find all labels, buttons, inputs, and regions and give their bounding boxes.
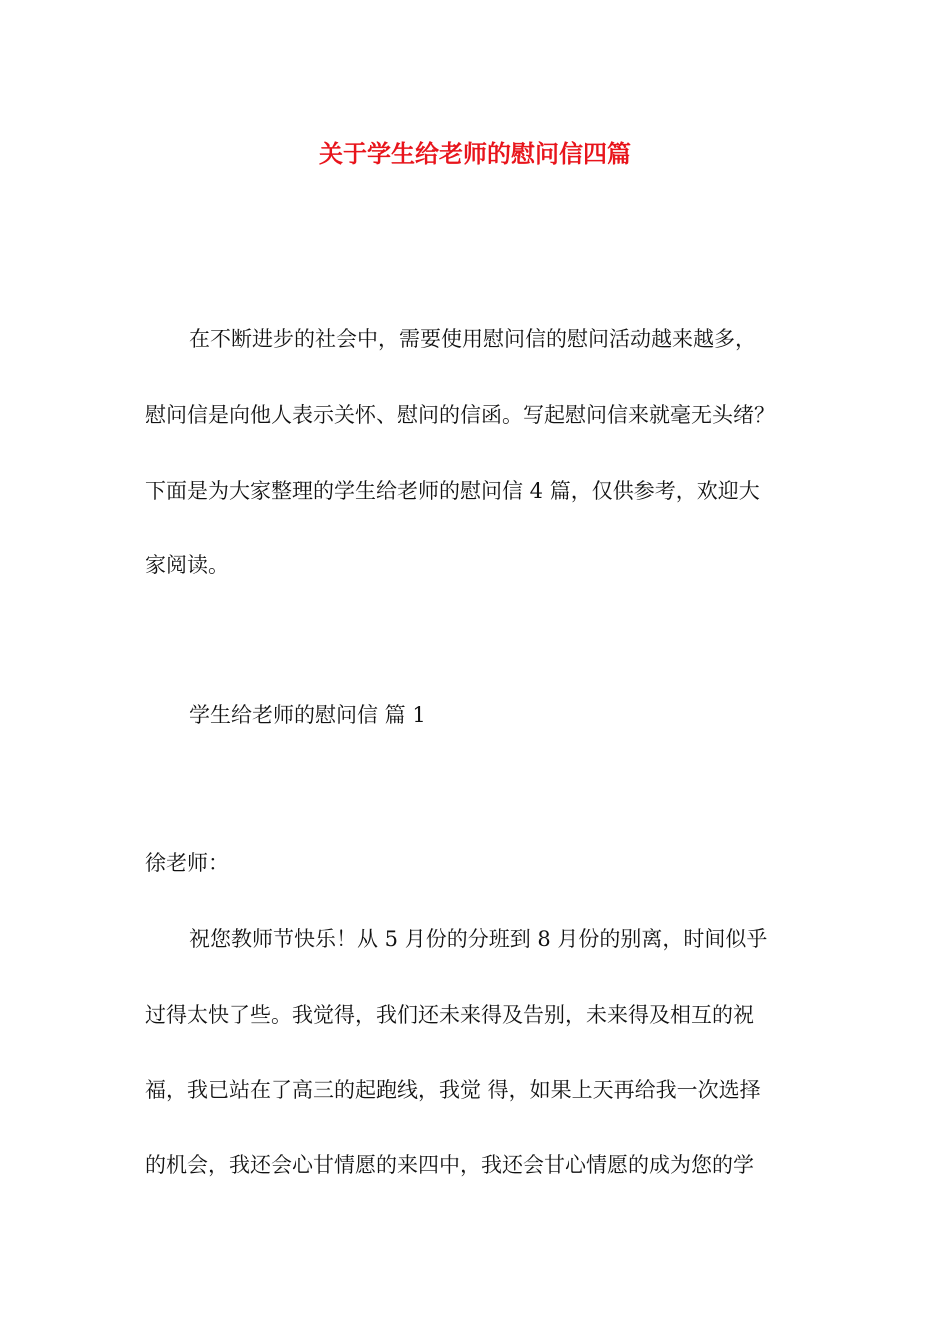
- intro-line: 慰问信是向他人表示关怀、慰问的信函。写起慰问信来就毫无头绪？: [145, 403, 775, 427]
- body-line: 过得太快了些。我觉得，我们还未来得及告别，未来得及相互的祝: [145, 1003, 754, 1027]
- body-line: 的机会，我还会心甘情愿的来四中，我还会甘心情愿的成为您的学: [145, 1153, 754, 1177]
- body-line: 福，我已站在了高三的起跑线，我觉 得，如果上天再给我一次选择: [145, 1078, 761, 1102]
- document-title: 关于学生给老师的慰问信四篇: [319, 139, 631, 168]
- section-heading: 学生给老师的慰问信 篇 1: [189, 703, 426, 727]
- intro-line: 家阅读。: [145, 553, 229, 577]
- intro-line: 下面是为大家整理的学生给老师的慰问信 4 篇，仅供参考，欢迎大: [145, 479, 760, 503]
- body-line: 祝您教师节快乐！从 5 月份的分班到 8 月份的别离，时间似乎: [189, 927, 768, 951]
- salutation: 徐老师：: [145, 851, 229, 875]
- intro-line: 在不断进步的社会中，需要使用慰问信的慰问活动越来越多，: [189, 327, 756, 351]
